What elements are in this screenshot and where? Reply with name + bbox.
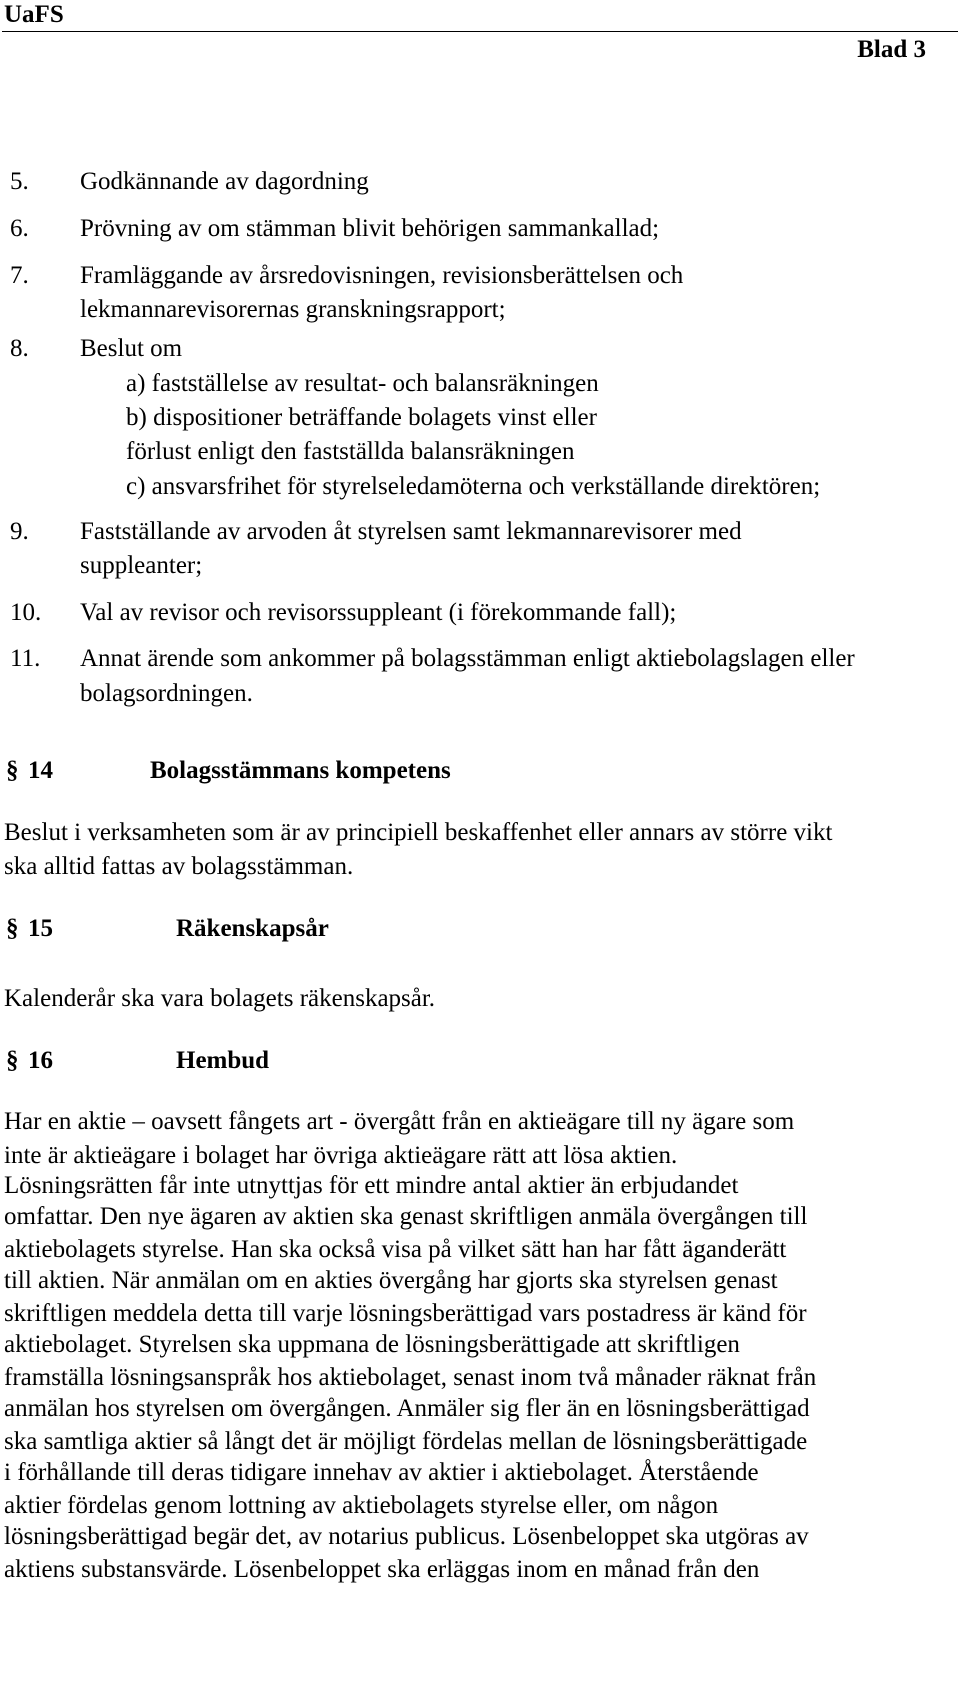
page-number: Blad 3	[857, 36, 926, 63]
section-text-line: aktier fördelas genom lottning av aktiebolagets styrelse eller, om någon	[4, 1492, 719, 1519]
section-text-line: ska alltid fattas av bolagsstämman.	[4, 853, 354, 880]
agenda-item-number: 7.	[10, 262, 29, 289]
agenda-item-text: Fastställande av arvoden åt styrelsen samt lekmannarevisorer med	[80, 518, 742, 545]
agenda-item-number: 11.	[10, 645, 41, 672]
section-text-line: i förhållande till deras tidigare innehav av aktier i aktiebolaget. Återstående	[4, 1459, 759, 1486]
agenda-item-text: Prövning av om stämman blivit behörigen sammankallad;	[80, 215, 660, 242]
section-text-line: aktiebolagets styrelse. Han ska också visa på vilket sätt han har fått äganderätt	[4, 1236, 787, 1263]
section-text-line: Beslut i verksamheten som är av principiell beskaffenhet eller annars av större vikt	[4, 819, 833, 846]
section-symbol: §	[6, 757, 19, 784]
section-title: Räkenskapsår	[176, 915, 329, 942]
section-text-line: lösningsberättigad begär det, av notarius publicus. Lösenbeloppet ska utgöras av	[4, 1523, 809, 1550]
section-text-line: Har en aktie – oavsett fångets art - övergått från en aktieägare till ny ägare som	[4, 1108, 795, 1135]
agenda-item-text: lekmannarevisorernas granskningsrapport;	[80, 296, 506, 323]
agenda-item-text: suppleanter;	[80, 552, 203, 579]
section-text-line: omfattar. Den nye ägaren av aktien ska genast skriftligen anmäla övergången till	[4, 1203, 808, 1230]
section-text-line: anmälan hos styrelsen om övergången. Anmäler sig fler än en lösningsberättigad	[4, 1395, 810, 1422]
section-text-line: framställa lösningsanspråk hos aktiebolaget, senast inom två månader räknat från	[4, 1364, 817, 1391]
section-text-line: aktiebolaget. Styrelsen ska uppmana de lösningsberättigade att skriftligen	[4, 1331, 740, 1358]
section-number: 15	[28, 915, 53, 942]
section-text-line: till aktien. När anmälan om en akties övergång har gjorts ska styrelsen genast	[4, 1267, 778, 1294]
agenda-item-text: Godkännande av dagordning	[80, 168, 369, 195]
section-text-line: skriftligen meddela detta till varje lösningsberättigad vars postadress är känd för	[4, 1300, 807, 1327]
header-rule	[2, 31, 958, 32]
section-text-line: ska samtliga aktier så långt det är möjligt fördelas mellan de lösningsberättigade	[4, 1428, 808, 1455]
agenda-item-number: 10.	[10, 599, 42, 626]
agenda-item-text: Val av revisor och revisorssuppleant (i förekommande fall);	[80, 599, 677, 626]
section-symbol: §	[6, 915, 19, 942]
header-org: UaFS	[4, 1, 64, 28]
section-title: Hembud	[176, 1047, 270, 1074]
section-text-line: Kalenderår ska vara bolagets räkenskapsår.	[4, 985, 436, 1012]
section-text-line: inte är aktieägare i bolaget har övriga aktieägare rätt att lösa aktien.	[4, 1142, 678, 1169]
agenda-subitem: b) dispositioner beträffande bolagets vinst eller	[126, 404, 597, 431]
agenda-subitem: c) ansvarsfrihet för styrelseledamöterna och verkställande direktören;	[126, 473, 821, 500]
agenda-item-text: bolagsordningen.	[80, 680, 253, 707]
section-text-line: aktiens substansvärde. Lösenbeloppet ska erläggas inom en månad från den	[4, 1556, 760, 1583]
agenda-subitem: förlust enligt den fastställda balansräkningen	[126, 438, 575, 465]
section-title: Bolagsstämmans kompetens	[150, 757, 451, 784]
agenda-item-number: 9.	[10, 518, 29, 545]
agenda-item-number: 8.	[10, 335, 29, 362]
agenda-subitem: a) fastställelse av resultat- och balansräkningen	[126, 370, 599, 397]
agenda-item-text: Framläggande av årsredovisningen, revisionsberättelsen och	[80, 262, 684, 289]
agenda-item-number: 6.	[10, 215, 29, 242]
section-number: 14	[28, 757, 53, 784]
section-number: 16	[28, 1047, 53, 1074]
agenda-item-text: Beslut om	[80, 335, 183, 362]
section-symbol: §	[6, 1047, 19, 1074]
agenda-item-number: 5.	[10, 168, 29, 195]
section-text-line: Lösningsrätten får inte utnyttjas för ett mindre antal aktier än erbjudandet	[4, 1172, 739, 1199]
agenda-item-text: Annat ärende som ankommer på bolagsstämman enligt aktiebolagslagen eller	[80, 645, 855, 672]
